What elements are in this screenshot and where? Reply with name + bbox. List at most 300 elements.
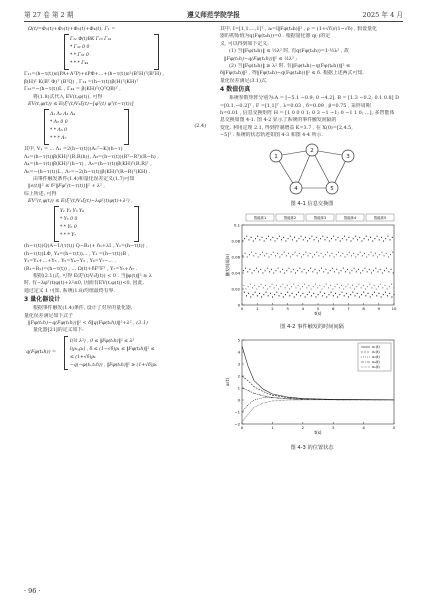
text-line: Λ₄=(h−τ(t))β̄(KH)ᵀ(h−τ) , Λ₅=(h−τ(t))β̄(KH)ᵀ(R,R)ᵀ , [24, 161, 152, 168]
trigger-point [256, 289, 257, 290]
trigger-point [285, 294, 286, 295]
trigger-point [279, 296, 280, 297]
text-line: 系统参数矩阵分别为:A = [−5.1 −0.9; 0 −4.2], B = [1.3 −0.2; 0.1 0.8] D [229, 95, 399, 102]
trigger-point [305, 237, 306, 238]
trigger-point [245, 253, 246, 254]
trigger-point [339, 288, 340, 289]
trigger-point [325, 254, 326, 255]
trigger-point [374, 285, 375, 286]
trigger-point [369, 284, 370, 285]
trigger-point [325, 240, 326, 241]
trigger-point [389, 293, 390, 294]
trigger-point [255, 253, 256, 254]
page-number: · 96 · [24, 587, 41, 595]
trigger-point [330, 270, 331, 271]
trigger-point [283, 297, 284, 298]
trigger-point [271, 269, 272, 270]
trigger-point [291, 272, 292, 273]
trigger-point [320, 238, 321, 239]
trigger-point [299, 253, 300, 254]
trigger-point [345, 272, 346, 273]
trigger-point [298, 238, 299, 239]
y-tick-label: 5 [237, 337, 240, 343]
left-column [24, 26, 208, 371]
trigger-point [380, 284, 381, 285]
trigger-point [359, 297, 360, 298]
trigger-point [379, 254, 380, 255]
trigger-point [390, 240, 391, 241]
trigger-point [293, 269, 294, 270]
trigger-point [326, 284, 327, 285]
trigger-point [373, 270, 374, 271]
trigger-point [289, 268, 290, 269]
trigger-point [278, 268, 279, 269]
text-line: 量化误差满足如下式子 [24, 312, 73, 319]
matrix-row: * * Λ₆ 0 [50, 128, 68, 134]
trigger-point [305, 297, 306, 298]
trigger-point [276, 292, 277, 293]
legend-entry: 智能体5 [373, 216, 387, 221]
trigger-point [282, 269, 283, 270]
trigger-point [381, 252, 382, 253]
trigger-point [258, 272, 259, 273]
trigger-point [357, 293, 358, 294]
trigger-point [392, 237, 393, 238]
trigger-point [342, 292, 343, 293]
trigger-point [306, 273, 307, 274]
trigger-point [286, 270, 287, 271]
trigger-point [316, 252, 317, 253]
trigger-point [385, 285, 386, 286]
legend-entry: x₅(t) [372, 365, 380, 370]
trigger-point [274, 294, 275, 295]
trigger-point [292, 254, 293, 255]
text-line: β̄(H)ᵀ K(Bᵀ Φ)ᵀ (BᵀQ) , Γ₁₄ =(h−τ(t))β̄(H)ᵀ(KH)ᵀ [24, 78, 139, 85]
text-line: 由事件触发条件(1.4)和量化误差定义(1.7)可知 [33, 175, 135, 182]
x-tick-label: 4 [362, 425, 365, 431]
trigger-point [331, 292, 332, 293]
matrix-upsilon [24, 206, 208, 242]
trigger-point [359, 237, 360, 238]
trigger-point [343, 268, 344, 269]
trigger-point [274, 288, 275, 289]
y-tick-label: 0.1 [233, 222, 240, 228]
trigger-point [313, 293, 314, 294]
trigger-point [303, 240, 304, 241]
plot-frame [242, 225, 394, 305]
y-tick-label: 0 [237, 302, 240, 308]
trigger-point [255, 238, 256, 239]
trigger-point [358, 269, 359, 270]
trigger-point [386, 268, 387, 269]
trigger-point [272, 284, 273, 285]
trigger-point [377, 236, 378, 237]
trigger-point [309, 238, 310, 239]
figure-caption: 图 4-2 事件触发的时间间隔 [280, 324, 344, 331]
matrix-row: Γ₁₁ Φ(t)BK Γ₁₃ Γ₁₄ [70, 37, 111, 43]
graph-node-label: 4 [294, 186, 298, 193]
trigger-point [338, 252, 339, 253]
y-tick-label: 4 [237, 349, 240, 355]
trigger-point [385, 238, 386, 239]
trigger-point [318, 241, 319, 242]
trigger-point [244, 238, 245, 239]
graph-svg [262, 142, 362, 198]
trigger-point [327, 237, 328, 238]
trigger-point [325, 269, 326, 270]
trigger-point [301, 257, 302, 258]
trigger-point [281, 240, 282, 241]
text-line: Ω(t)=Φ₁(t)+Φ₂(t)+Φ₃(t)+Φ₄(t), Γ₁ = [28, 26, 116, 32]
trigger-point [365, 268, 366, 269]
trigger-point [268, 296, 269, 297]
x-tick-label: 3 [331, 425, 335, 431]
trigger-point [293, 284, 294, 285]
graph-node-label: 2 [310, 148, 314, 155]
legend [358, 343, 391, 371]
trigger-point [264, 256, 265, 257]
trigger-point [255, 292, 256, 293]
trigger-point [320, 292, 321, 293]
trigger-point [371, 288, 372, 289]
trigger-point [368, 254, 369, 255]
header-volume: 第 27 卷 第 2 期 [24, 11, 74, 19]
quantizer-cases [24, 336, 208, 370]
trigger-point [391, 284, 392, 285]
trigger-point [339, 294, 340, 295]
equation-line: ‖e(t)‖² ≤ δ²‖Fφᵀ(t−τ(t))‖² + λ² , [28, 183, 106, 190]
legend-entry: x₄(t) [372, 360, 380, 365]
x-tick-label: 2 [301, 425, 305, 431]
right-column [220, 26, 404, 453]
trigger-point [281, 293, 282, 294]
trigger-point [323, 272, 324, 273]
trigger-point [346, 240, 347, 241]
trigger-point [263, 288, 264, 289]
trigger-point [363, 285, 364, 286]
trigger-point [351, 241, 352, 242]
trigger-point [328, 288, 329, 289]
trigger-point [298, 285, 299, 286]
trigger-point [262, 252, 263, 253]
trigger-point [257, 236, 258, 237]
trigger-point [280, 272, 281, 273]
trigger-point [305, 252, 306, 253]
trigger-point [354, 289, 355, 290]
trigger-point [266, 292, 267, 293]
equation-line: ‖Fφ(tₖh)−q(Fφ(tₖh))‖² ≤ ½λ² ; [224, 55, 298, 62]
trigger-point [298, 292, 299, 293]
matrix-row: Λ₁ Λ₂ Λ₃ Λ₄ [50, 112, 76, 118]
trigger-point [361, 241, 362, 242]
trigger-point [292, 240, 293, 241]
trigger-point [242, 241, 243, 242]
y-tick-label: 1 [237, 385, 240, 391]
trigger-point [328, 273, 329, 274]
trigger-point [253, 241, 254, 242]
trigger-point [289, 289, 290, 290]
trigger-point [364, 253, 365, 254]
trigger-point [254, 270, 255, 271]
trigger-point [350, 288, 351, 289]
trigger-point [338, 237, 339, 238]
matrix-row: * * Υ₆ 0 [60, 225, 77, 231]
matrix-row: * * * Υ₇ [60, 233, 77, 239]
trigger-point [353, 253, 354, 254]
text-line: 其中, V₁ = ... Λ₁ =2(h−τ(t))(A₁ᵀ−K)(h−τ) [24, 146, 123, 153]
trigger-point [306, 288, 307, 289]
trigger-point [246, 289, 247, 290]
trigger-point [302, 272, 303, 273]
legend [246, 214, 394, 221]
trigger-point [269, 286, 270, 287]
trigger-point [355, 296, 356, 297]
y-tick-label: 0 [237, 397, 240, 403]
graph-node-label: 1 [274, 154, 278, 161]
trigger-point [317, 273, 318, 274]
trigger-point [303, 254, 304, 255]
x-axis-label: t(s) [314, 311, 322, 317]
legend-entry: x₁(t) [372, 345, 380, 350]
trigger-point [357, 240, 358, 241]
legend-entry: 智能体4 [343, 216, 357, 221]
trigger-point [299, 268, 300, 269]
section-heading: 4 数值仿真 [220, 86, 251, 94]
matrix-row: * Υ₅ 0 0 [60, 217, 78, 223]
trigger-point [266, 253, 267, 254]
trigger-point [247, 272, 248, 273]
trigger-point [355, 236, 356, 237]
text-line: 量化误差满足(3.1)式. [220, 77, 268, 84]
trigger-point [295, 273, 296, 274]
legend-entry: x₃(t) [372, 355, 380, 360]
trigger-point [253, 256, 254, 257]
graph-edge [312, 150, 332, 188]
trigger-point [251, 252, 252, 253]
trigger-point [366, 257, 367, 258]
x-tick-label: 2 [271, 306, 274, 312]
text-line: 其中, I=[1,1,...,1]ᵀ , aᵢ=l‖Fφ(tₖh)‖² , ρ = (1+√δ)/(1−√δ) , 假设量化 [220, 26, 377, 32]
trigger-point [336, 269, 337, 270]
trigger-point [394, 294, 395, 295]
trigger-point [378, 286, 379, 287]
trigger-point [288, 253, 289, 254]
trigger-point [258, 257, 259, 258]
y-tick-label: −2 [234, 421, 240, 427]
trigger-point [250, 284, 251, 285]
trigger-point [273, 252, 274, 253]
trigger-point [302, 293, 303, 294]
header-journal: 遵义师范学院学报 [187, 11, 240, 19]
trigger-point [341, 270, 342, 271]
trigger-point [267, 268, 268, 269]
trigger-point [333, 236, 334, 237]
trigger-point [275, 241, 276, 242]
trigger-point [370, 297, 371, 298]
trigger-point [385, 292, 386, 293]
text-line: Λ₂=(h−τ(t))β̄(KH)ᵀ(R,R(h)), Λ₃=(h−τ(t))(Rᵀ−Rᵀ)(R−h) , [24, 153, 159, 160]
trigger-point [329, 294, 330, 295]
trigger-point [375, 253, 376, 254]
trigger-point [246, 296, 247, 297]
text-line: 根据(2.1)式, 可得 E(ξᵀ(t)V₁ξ(t)) < 0 . 当‖φ(t)‖² ≥ λ [33, 273, 152, 280]
trigger-point [318, 256, 319, 257]
trigger-point [336, 254, 337, 255]
trigger-point [300, 296, 301, 297]
trigger-point [349, 273, 350, 274]
trigger-point [248, 293, 249, 294]
trigger-point [329, 241, 330, 242]
trigger-point [259, 293, 260, 294]
trigger-point [291, 286, 292, 287]
trigger-point [317, 288, 318, 289]
trigger-point [273, 273, 274, 274]
trigger-point [326, 297, 327, 298]
trigger-point [384, 270, 385, 271]
trigger-point [335, 240, 336, 241]
trigger-point [371, 273, 372, 274]
trigger-point [270, 240, 271, 241]
trigger-point [375, 268, 376, 269]
trigger-point [351, 256, 352, 257]
trigger-point [323, 257, 324, 258]
text-line: 量化器[21]的定义如下: [33, 327, 84, 334]
case-row: −q(−φ(tₖ,tₖh)) , ‖Fφ(tₖh)‖² ≥ (1+√δ)ρₖ [70, 362, 157, 368]
header-date: 2025 年 4 月 [362, 11, 403, 19]
trigger-point [304, 269, 305, 270]
trigger-point [349, 252, 350, 253]
trigger-point [275, 256, 276, 257]
trigger-point [373, 256, 374, 257]
trigger-point [360, 252, 361, 253]
matrix-row: * * * Γ₄₄ [70, 61, 89, 67]
trigger-point [242, 256, 243, 257]
trigger-point [282, 254, 283, 255]
trigger-point [329, 256, 330, 257]
trigger-point [348, 237, 349, 238]
text-line: h=0.01 , 信息交换矩阵 H = [1 0 0 0 1; 0 3 −1 −1; 0 −1 1 0; ...], 多智能体 [220, 109, 395, 116]
trigger-point [269, 257, 270, 258]
trigger-point [309, 285, 310, 286]
figure-position-states [224, 334, 404, 444]
trigger-point [290, 257, 291, 258]
trigger-point [247, 257, 248, 258]
trigger-point [362, 256, 363, 257]
trigger-point [368, 293, 369, 294]
quantizer-lhs: q(Fφ(tₖh)) = [26, 348, 57, 355]
trigger-point [285, 288, 286, 289]
trigger-point [287, 292, 288, 293]
x-tick-label: 5 [392, 425, 396, 431]
trigger-point [333, 296, 334, 297]
trigger-point [347, 269, 348, 270]
case-row: l(½ λ²) , 0 ≤ ‖Fφ(tₖh)‖² ≤ λ² [70, 338, 135, 344]
x-tick-label: 0 [240, 425, 244, 431]
trigger-point [314, 254, 315, 255]
figure-caption: 图 4-3 的位置状态 [290, 445, 334, 452]
trigger-point [332, 289, 333, 290]
y-axis-label: 触发间隔(s) [225, 254, 230, 277]
trigger-point [352, 292, 353, 293]
trigger-point [275, 270, 276, 271]
trigger-point [319, 270, 320, 271]
trigger-point [283, 237, 284, 238]
trigger-point [374, 238, 375, 239]
trigger-point [304, 284, 305, 285]
trigger-point [265, 270, 266, 271]
trigger-point [386, 253, 387, 254]
trigger-point [307, 241, 308, 242]
trigger-point [292, 293, 293, 294]
trigger-point [338, 273, 339, 274]
text-line: 息交换如图 4-1. 图 4-2 显示了系统的事件触发间隔的 [220, 117, 337, 124]
trigger-point [295, 252, 296, 253]
trigger-point [392, 252, 393, 253]
trigger-point [361, 294, 362, 295]
trigger-point [388, 257, 389, 258]
trigger-point [267, 289, 268, 290]
trigger-point [243, 285, 244, 286]
trigger-point [331, 238, 332, 239]
trigger-point [383, 294, 384, 295]
chart-trigger-intervals [224, 211, 402, 319]
trigger-point [289, 296, 290, 297]
trigger-point [315, 269, 316, 270]
equation-line: EV(t,φ(t)) ≤ E(ξᵀ(t)V₁ξ(t)−[φᵀ(t) φᵀ(t−τ(t))] [28, 100, 134, 107]
trigger-point [311, 236, 312, 237]
trigger-point [356, 272, 357, 273]
text-line: 义, 可以得到如下定义: [220, 40, 269, 47]
trigger-point [302, 286, 303, 287]
matrix-row: * * * Λ₇ [50, 136, 67, 142]
figure-communication-graph [220, 142, 404, 200]
trigger-point [363, 292, 364, 293]
trigger-point [370, 237, 371, 238]
trigger-point [249, 254, 250, 255]
trigger-point [353, 238, 354, 239]
trigger-point [262, 273, 263, 274]
trigger-point [252, 273, 253, 274]
trigger-point [309, 292, 310, 293]
text-line: Λ₆=−(h−τ(t))L , Λ₇=−2(h−τ(t))β̄(KH)ᵀ(R−R)ᵀ(KH) . [24, 168, 151, 175]
trigger-point [297, 256, 298, 257]
case-row: ≤ (1+√δ)ρₖ [70, 354, 96, 360]
trigger-point [322, 289, 323, 290]
trigger-point [263, 294, 264, 295]
trigger-point [362, 270, 363, 271]
matrix-row: * Λ₅ 0 0 [50, 120, 68, 126]
trigger-point [358, 284, 359, 285]
trigger-point [361, 288, 362, 289]
trigger-point [334, 272, 335, 273]
trigger-point [346, 293, 347, 294]
trigger-point [390, 254, 391, 255]
x-axis-label: t(s) [314, 430, 322, 436]
trigger-point [312, 257, 313, 258]
trigger-point [324, 293, 325, 294]
trigger-point [382, 288, 383, 289]
trigger-point [278, 289, 279, 290]
trigger-point [246, 236, 247, 237]
trigger-point [243, 270, 244, 271]
trigger-point [245, 268, 246, 269]
trigger-point [282, 284, 283, 285]
graph-node-label: 5 [330, 186, 334, 193]
trigger-point [355, 257, 356, 258]
matrix-gamma [24, 34, 208, 70]
trigger-point [307, 294, 308, 295]
text-line: Υ₂=Υ₁+...+Υ₃ , Υ₅=Υ₄−Υ₃ , Υ₆=Υ₇−... , [24, 258, 116, 265]
